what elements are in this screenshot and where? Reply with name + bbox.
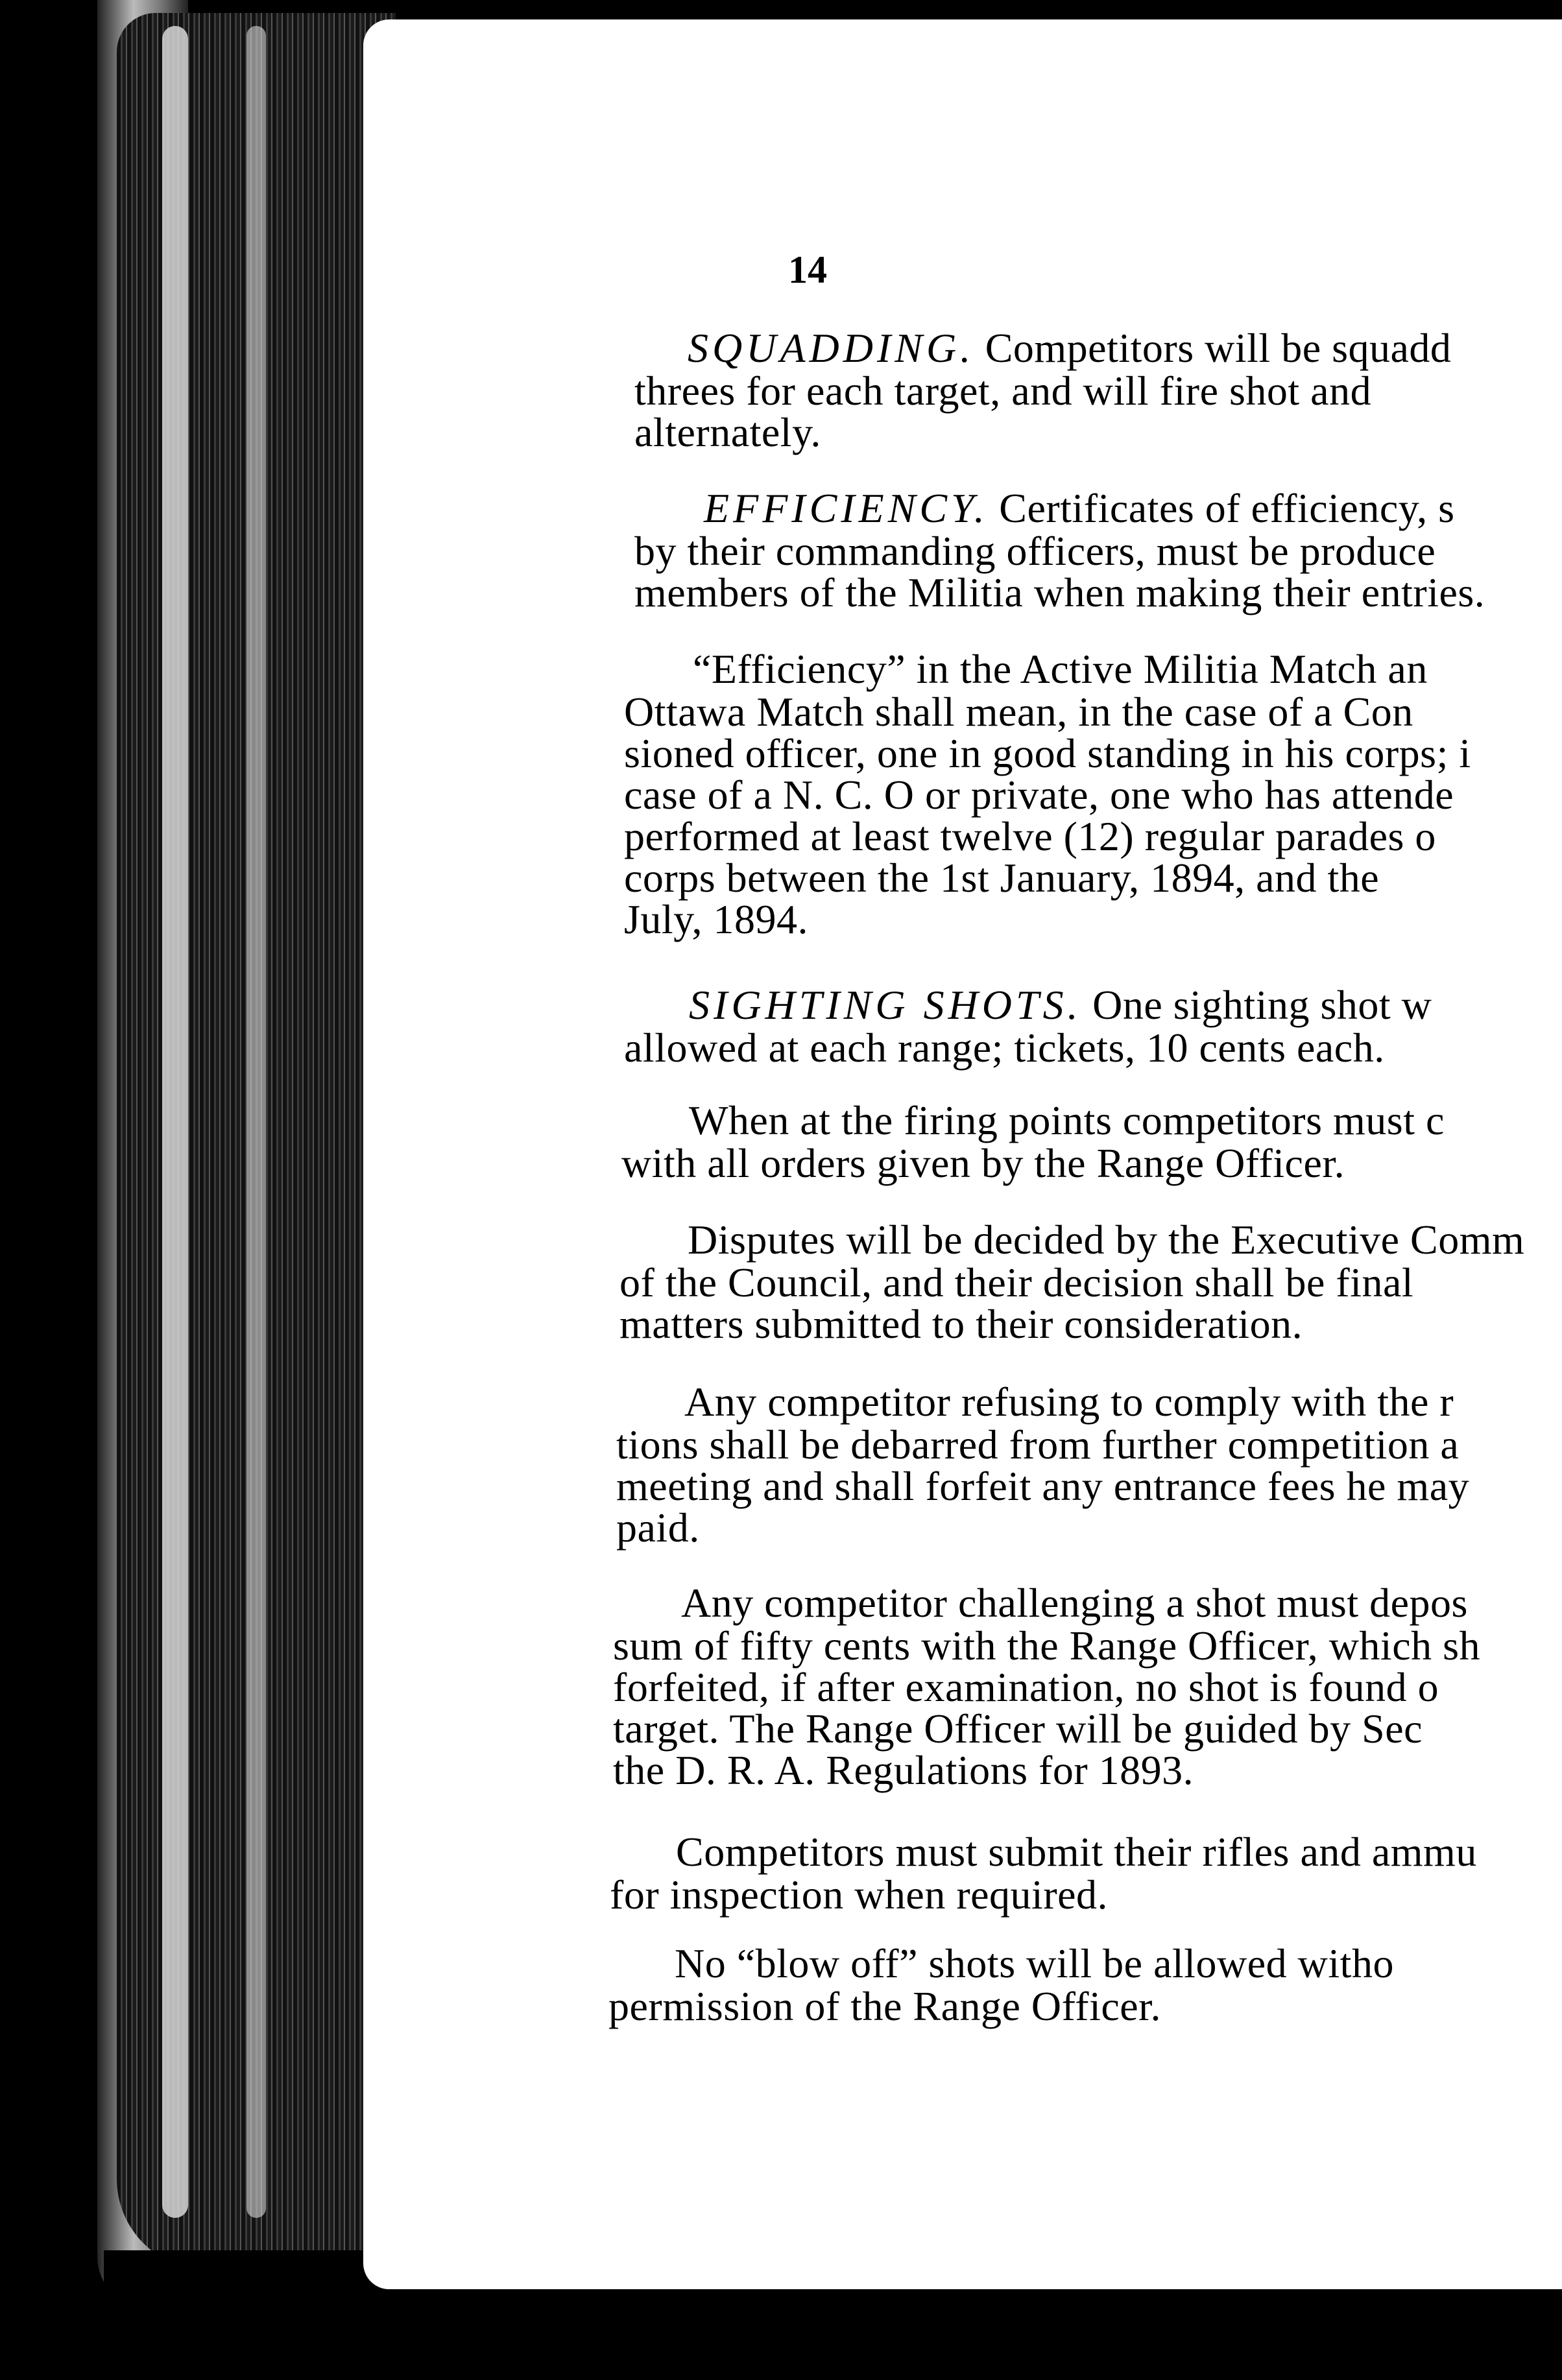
text-line: threes for each target, and will fire shot and <box>634 368 1372 414</box>
paragraph-squadding <box>688 327 1451 369</box>
text-line: with all orders given by the Range Officer. <box>621 1140 1345 1186</box>
paragraph-firing-points-cont <box>621 1140 1345 1186</box>
text-line: Certificates of efficiency, s <box>999 485 1455 531</box>
text-line: sioned officer, one in good standing in his corps; i <box>624 730 1471 776</box>
text-line: July, 1894. <box>624 896 809 942</box>
paragraph-efficiency-definition-cont <box>624 691 1471 940</box>
text-line: meeting and shall forfeit any entrance fees he may <box>616 1463 1470 1509</box>
text-line: Competitors must submit their rifles and ammu <box>676 1829 1477 1875</box>
text-line: of the Council, and their decision shall be final <box>619 1259 1414 1305</box>
paragraph-heading: EFFICIENCY. <box>704 485 989 531</box>
paragraph-inspection-cont <box>610 1874 1108 1916</box>
text-line: Competitors will be squadd <box>985 325 1452 371</box>
text-line: forfeited, if after examination, no shot is found o <box>613 1664 1439 1710</box>
paragraph-inspection <box>676 1831 1477 1873</box>
text-line: Ottawa Match shall mean, in the case of a Con <box>624 689 1413 735</box>
text-line: by their commanding officers, must be produce <box>634 528 1436 574</box>
paragraph-efficiency <box>704 485 1455 531</box>
paragraph-heading: SIGHTING SHOTS. <box>689 982 1082 1028</box>
text-line: target. The Range Officer will be guided by Sec <box>613 1706 1423 1752</box>
text-line: “Efficiency” in the Active Militia Match an <box>693 646 1428 692</box>
paragraph-efficiency-cont <box>634 530 1485 613</box>
text-line: Any competitor challenging a shot must depos <box>681 1580 1468 1626</box>
text-line: sum of fifty cents with the Range Officer, which sh <box>613 1623 1480 1669</box>
paragraph-disputes-cont <box>619 1259 1414 1347</box>
text-line: alternately. <box>634 409 821 455</box>
paragraph-sighting-shots-cont <box>624 1027 1385 1069</box>
paragraph-firing-points <box>689 1097 1445 1143</box>
text-line: performed at least twelve (12) regular parades o <box>624 813 1436 859</box>
paragraph-disputes <box>688 1219 1524 1261</box>
text-line: allowed at each range; tickets, 10 cents each. <box>624 1025 1385 1071</box>
paragraph-squadding-cont <box>634 370 1371 453</box>
text-line: matters submitted to their consideration. <box>619 1301 1303 1347</box>
paragraph-refusing-cont <box>616 1424 1469 1549</box>
text-line: No “blow off” shots will be allowed witho <box>675 1940 1394 1986</box>
paragraph-sighting-shots <box>689 984 1432 1026</box>
edge-highlight <box>162 26 188 2218</box>
paragraph-challenging-cont <box>613 1625 1480 1791</box>
paragraph-blow-off-cont <box>608 1983 1161 2029</box>
text-line: permission of the Range Officer. <box>608 1983 1161 2029</box>
paragraph-refusing <box>684 1381 1454 1423</box>
text-line: corps between the 1st January, 1894, and the <box>624 855 1380 901</box>
text-line: paid. <box>616 1505 700 1551</box>
paragraph-challenging <box>681 1582 1468 1624</box>
page-number: 14 <box>788 248 827 291</box>
text-line: One sighting shot w <box>1092 982 1432 1028</box>
text-line: Disputes will be decided by the Executive Comm <box>688 1217 1525 1263</box>
text-line: tions shall be debarred from further competition a <box>616 1422 1460 1468</box>
edge-highlight <box>246 26 266 2218</box>
text-line: members of the Militia when making their entries. <box>634 569 1485 615</box>
text-line: When at the firing points competitors must c <box>689 1097 1445 1143</box>
paragraph-heading: SQUADDING. <box>688 325 975 371</box>
text-line: the D. R. A. Regulations for 1893. <box>613 1747 1194 1793</box>
text-line: case of a N. C. O or private, one who has attende <box>624 772 1454 818</box>
paragraph-efficiency-definition <box>693 646 1428 692</box>
text-line: for inspection when required. <box>610 1872 1109 1918</box>
paragraph-blow-off <box>675 1940 1394 1986</box>
text-line: Any competitor refusing to comply with the r <box>684 1379 1454 1425</box>
